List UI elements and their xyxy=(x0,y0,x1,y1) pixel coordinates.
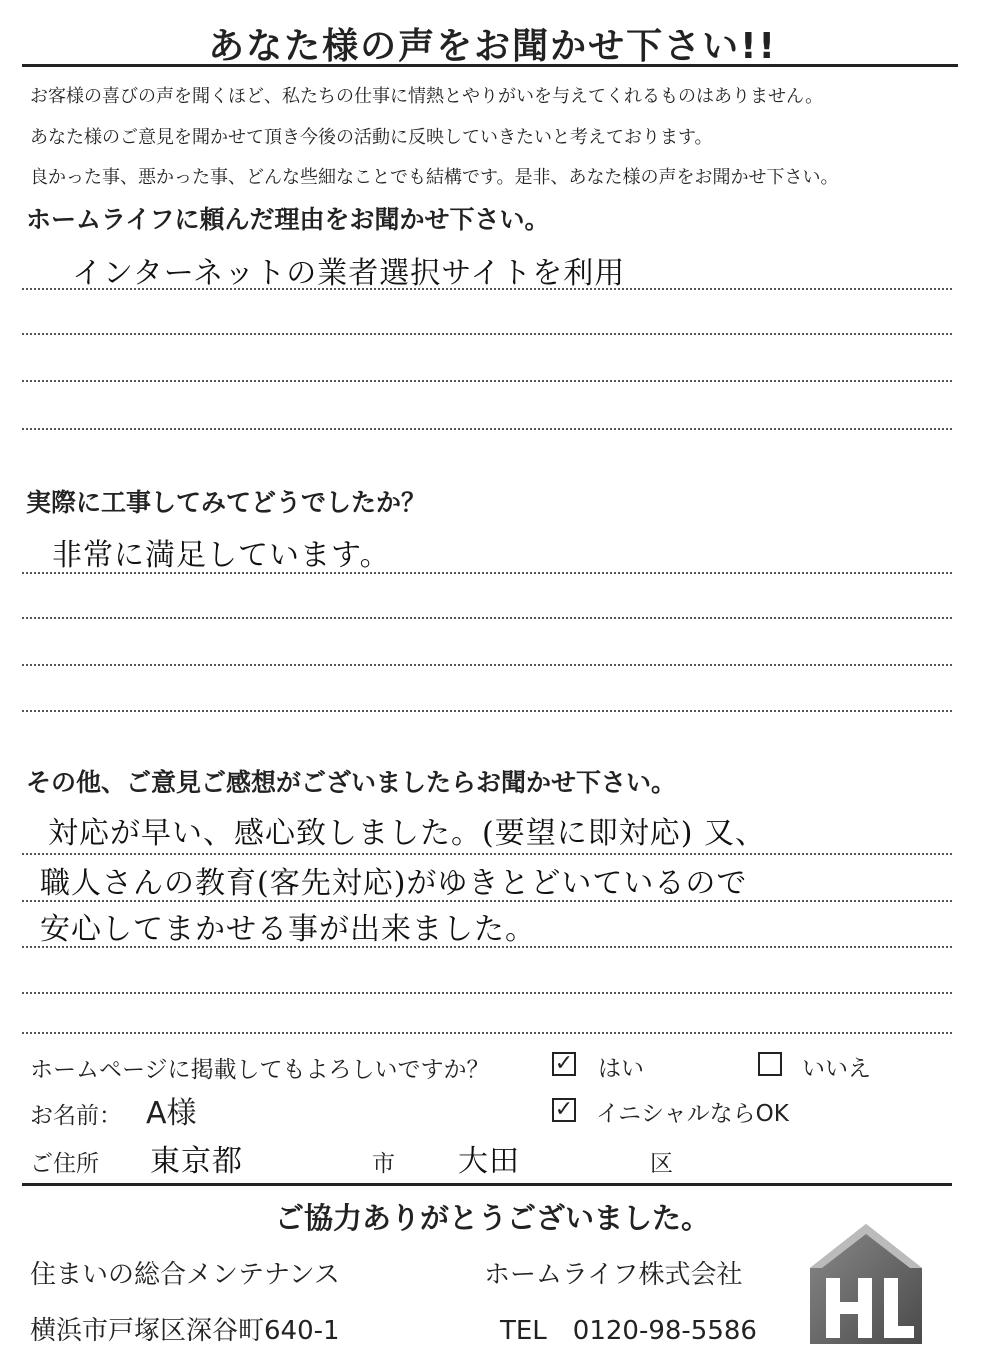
initial-ok-checkbox[interactable] xyxy=(552,1098,576,1122)
answer-comments-line-3: 安心してまかせる事が出来ました。 xyxy=(40,912,536,947)
footer-company: ホームライフ株式会社 xyxy=(484,1260,743,1290)
intro-line-3: 良かった事、悪かった事、どんな些細なことでも結構です。是非、あなた様の声をお聞かせ下さい。 xyxy=(30,167,839,188)
dotted-line xyxy=(22,853,952,855)
title-underline xyxy=(22,64,958,67)
publish-question: ホームページに掲載してもよろしいですか？ xyxy=(30,1057,490,1083)
dotted-line xyxy=(22,428,952,430)
publish-yes-label: はい xyxy=(598,1056,644,1082)
name-value: A様 xyxy=(146,1096,197,1131)
intro-line-1: お客様の喜びの声を聞くほど、私たちの仕事に情熱とやりがいを与えてくれるものはありません。 xyxy=(30,86,824,107)
check-mark-icon: ✓ xyxy=(554,1051,574,1076)
page-title: あなた様の声をお聞かせ下さい!! xyxy=(208,26,777,67)
dotted-line xyxy=(22,572,952,574)
publish-no-checkbox[interactable] xyxy=(758,1052,782,1076)
address-ward-label: 区 xyxy=(650,1151,673,1177)
intro-line-2: あなた様のご意見を聞かせて頂き今後の活動に反映していきたいと考えております。 xyxy=(30,127,713,148)
initial-ok-label: イニシャルならOK xyxy=(596,1101,789,1127)
publish-yes-checkbox[interactable] xyxy=(552,1052,576,1076)
check-mark-icon: ✓ xyxy=(554,1097,574,1122)
answer-comments-line-1: 対応が早い、感心致しました。(要望に即対応) 又、 xyxy=(48,816,766,851)
answer-reason-line-1: インターネットの業者選択サイトを利用 xyxy=(72,256,626,291)
dotted-line xyxy=(22,333,952,335)
question-reason: ホームライフに頼んだ理由をお聞かせ下さい。 xyxy=(26,205,550,234)
dotted-line xyxy=(22,710,952,712)
address-city-label: 市 xyxy=(372,1151,395,1177)
dotted-line xyxy=(22,380,952,382)
question-comments: その他、ご意見ご感想がございましたらお聞かせ下さい。 xyxy=(26,768,677,797)
address-prefecture: 東京都 xyxy=(150,1144,243,1179)
footer-tagline: 住まいの総合メンテナンス xyxy=(30,1260,340,1290)
dotted-line xyxy=(22,664,952,666)
footer-divider xyxy=(22,1183,952,1186)
answer-comments-line-2: 職人さんの教育(客先対応)がゆきとどいているので xyxy=(40,866,748,901)
thanks-message: ご協力ありがとうございました。 xyxy=(274,1201,710,1235)
publish-no-label: いいえ xyxy=(802,1056,871,1082)
dotted-line xyxy=(22,992,952,994)
answer-experience-line-1: 非常に満足しています。 xyxy=(52,538,391,573)
dotted-line xyxy=(22,946,952,948)
dotted-line xyxy=(22,288,952,290)
footer-tel: TEL 0120-98-5586 xyxy=(500,1316,757,1346)
dotted-line xyxy=(22,900,952,902)
house-HL-logo-icon xyxy=(806,1220,926,1348)
address-ward: 大田 xyxy=(458,1144,520,1179)
dotted-line xyxy=(22,1032,952,1034)
dotted-line xyxy=(22,617,952,619)
name-label: お名前： xyxy=(30,1103,122,1129)
footer-address: 横浜市戸塚区深谷町640-1 xyxy=(30,1316,340,1346)
address-label: ご住所 xyxy=(30,1151,99,1177)
question-experience: 実際に工事してみてどうでしたか？ xyxy=(26,488,427,517)
